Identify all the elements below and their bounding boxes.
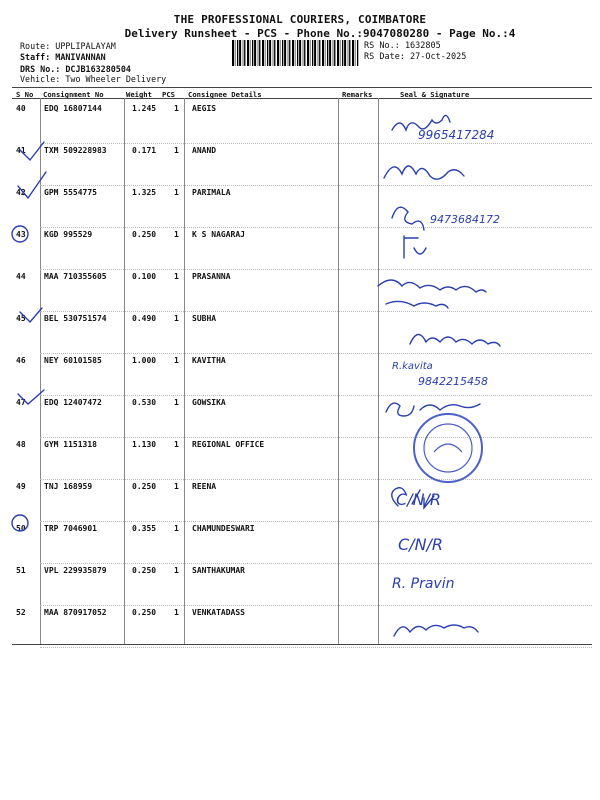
row-pcs: 1 xyxy=(174,272,179,281)
col-weight: Weight xyxy=(126,90,152,99)
row-weight: 0.490 xyxy=(132,314,157,323)
row-sno: 49 xyxy=(16,482,26,491)
row-weight: 1.245 xyxy=(132,104,157,113)
row-consignee: K S NAGARAJ xyxy=(192,230,245,239)
table-row xyxy=(12,98,592,142)
row-sno: 52 xyxy=(16,608,26,617)
table-row xyxy=(12,266,592,310)
sig-43-phone: 9473684172 xyxy=(430,213,500,226)
col-remarks: Remarks xyxy=(342,90,373,99)
table-row xyxy=(12,434,592,478)
rs-date: RS Date: 27-Oct-2025 xyxy=(364,52,467,62)
row-weight: 0.171 xyxy=(132,146,157,155)
table-row xyxy=(12,602,592,646)
row-pcs: 1 xyxy=(174,566,179,575)
route-label: Route: UPPLIPALAYAM xyxy=(20,41,116,51)
row-consignee: ANAND xyxy=(192,146,217,155)
drs-label: DRS No.: DCJB163280504 xyxy=(20,64,131,74)
row-consignment: GYM 1151318 xyxy=(44,440,97,449)
table-row xyxy=(12,140,592,184)
row-weight: 1.325 xyxy=(132,188,157,197)
runsheet-title: Delivery Runsheet - PCS - Phone No.:9047080280 - Page No.:4 xyxy=(124,27,516,40)
row-weight: 1.130 xyxy=(132,440,157,449)
row-consignment: BEL 530751574 xyxy=(44,314,107,323)
row-sno: 43 xyxy=(16,230,26,239)
table-row xyxy=(12,182,592,226)
row-sno: 50 xyxy=(16,524,26,533)
row-consignment: NEY 60101585 xyxy=(44,356,102,365)
table-row xyxy=(12,392,592,436)
row-consignee: SANTHAKUMAR xyxy=(192,566,245,575)
row-consignment: EDQ 16807144 xyxy=(44,104,102,113)
sig-40-phone: 9965417284 xyxy=(418,128,495,142)
rs-info xyxy=(364,41,466,63)
row-consignment: TNJ 168959 xyxy=(44,482,93,491)
row-pcs: 1 xyxy=(174,398,179,407)
row-consignee: SUBHA xyxy=(192,314,217,323)
row-weight: 0.530 xyxy=(132,398,157,407)
row-consignment: VPL 229935879 xyxy=(44,566,107,575)
row-weight: 0.250 xyxy=(132,608,157,617)
row-pcs: 1 xyxy=(174,524,179,533)
row-pcs: 1 xyxy=(174,314,179,323)
row-consignee: CHAMUNDESWARI xyxy=(192,524,255,533)
row-weight: 0.250 xyxy=(132,482,157,491)
row-consignee: AEGIS xyxy=(192,104,217,113)
row-consignee: PARIMALA xyxy=(192,188,231,197)
row-weight: 1.000 xyxy=(132,356,157,365)
row-weight: 0.250 xyxy=(132,230,157,239)
table-row xyxy=(12,308,592,352)
table-row xyxy=(12,224,592,268)
row-pcs: 1 xyxy=(174,356,179,365)
row-sno: 40 xyxy=(16,104,26,113)
sig-50-text: C/N/R xyxy=(398,535,444,554)
row-sno: 42 xyxy=(16,188,26,197)
row-consignee: KAVITHA xyxy=(192,356,226,365)
row-sno: 48 xyxy=(16,440,26,449)
vehicle-label: Vehicle: Two Wheeler Delivery xyxy=(20,74,167,84)
row-sno: 51 xyxy=(16,566,26,575)
row-consignee: REENA xyxy=(192,482,217,491)
col-seal: Seal & Signature xyxy=(400,90,470,99)
sig-46-name: R.kavita xyxy=(392,361,433,372)
row-pcs: 1 xyxy=(174,104,179,113)
row-consignment: TRP 7046901 xyxy=(44,524,97,533)
table-row xyxy=(12,518,592,562)
row-sno: 41 xyxy=(16,146,26,155)
row-consignment: GPM 5554775 xyxy=(44,188,97,197)
row-sno: 47 xyxy=(16,398,26,407)
row-consignment: MAA 710355605 xyxy=(44,272,107,281)
row-consignee: REGIONAL OFFICE xyxy=(192,440,265,449)
rs-number: RS No.: 1632805 xyxy=(364,41,441,51)
col-pcs: PCS xyxy=(162,90,175,99)
row-weight: 0.100 xyxy=(132,272,157,281)
row-consignment: EDQ 12407472 xyxy=(44,398,102,407)
table-row xyxy=(12,350,592,394)
row-weight: 0.355 xyxy=(132,524,157,533)
row-sno: 45 xyxy=(16,314,26,323)
row-pcs: 1 xyxy=(174,608,179,617)
sig-51-name: R. Pravin xyxy=(392,576,455,592)
sig-46-phone: 9842215458 xyxy=(418,375,488,388)
row-pcs: 1 xyxy=(174,188,179,197)
company-heading: THE PROFESSIONAL COURIERS, COIMBATORE xyxy=(173,13,427,26)
table-row xyxy=(12,560,592,604)
col-sno: S No xyxy=(16,90,34,99)
row-weight: 0.250 xyxy=(132,566,157,575)
col-consignee: Consignee Details xyxy=(188,90,262,99)
row-consignee: PRASANNA xyxy=(192,272,231,281)
row-pcs: 1 xyxy=(174,440,179,449)
staff-label: Staff: MANIVANNAN xyxy=(20,52,106,62)
row-pcs: 1 xyxy=(174,230,179,239)
row-pcs: 1 xyxy=(174,146,179,155)
col-consignment: Consignment No xyxy=(43,90,104,99)
row-consignment: TXM 509228983 xyxy=(44,146,107,155)
barcode xyxy=(232,40,360,66)
row-consignment: KGD 995529 xyxy=(44,230,93,239)
row-sno: 46 xyxy=(16,356,26,365)
row-consignment: MAA 870917052 xyxy=(44,608,107,617)
sig-49-text: C/N/R xyxy=(396,490,442,509)
table-row xyxy=(12,476,592,520)
row-pcs: 1 xyxy=(174,482,179,491)
row-consignee: GOWSIKA xyxy=(192,398,226,407)
row-sno: 44 xyxy=(16,272,26,281)
row-consignee: VENKATADASS xyxy=(192,608,245,617)
